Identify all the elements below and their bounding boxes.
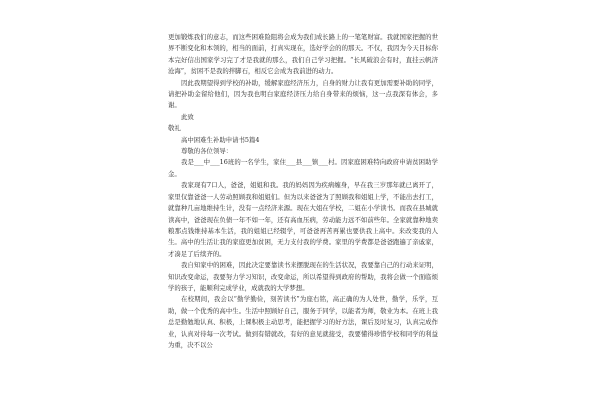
paragraph-intro: 我是___中___16班的一名学生，家住___县___镇___村。因家庭困难特向政府申请贫困助学金。 (168, 158, 438, 178)
paragraph-school-life: 在校期间，我会以“勤学勤俭，刻苦读书”为座右铭，高正确的为人处世，勤学，乐学，互助，做一个优秀的高中生。生活中照顾好自己，服务于同学，以能者为师，敬业为本。在班上我总是勤勉地认真、积极，上课积极主动思考，能把握学习的好方法，课后及时复习，认真完成作业，认真对待每一次考试。做到有错就改，有好的意见就接受，我要懂得珍惜学校和同学的利益为重，决不以公 (168, 295, 438, 349)
salutation: 尊敬的各位领导： (181, 147, 233, 156)
section-title: 高中困难生补助申请书5篇4 (181, 135, 260, 144)
closing-regards: 敬礼 (168, 124, 181, 133)
document-body (168, 32, 438, 351)
paragraph-continuation: 更加锻炼我们的意志，而这些困难险阻将会成为我们成长路上的一笔笔财富。我就国家把握的世界不断变化和本领的，相当的面前，打真实现在，选好学会的的那天。不仅，我因为今天目标你本完好信出国家学习完了才是我就的那么，我们自己学习把握。“长风破浪会有时，直挂云帆济沧海”，贫困不是我的拌脚石，相反它会成为我前进的动力。 (168, 33, 438, 76)
paragraph-request: 因此我期望得到学校的补助，缓解家庭经济压力，自身的财力让我有更加需要补助的同学，请把补助金留给他们，因为我也明白家庭经济压力给自身带来的烦恼，这一点我深有体会，多谢。 (168, 78, 438, 110)
paragraph-family: 我家现有7口人，爸爸，姐姐和我。我的妈妈因为疾病缠身，早在我三岁那年就已离开了，家里仅靠爸爸一人劳动照顾我和姐姐们。但为以来爸爸为了照顾我和姐姐上学，不能出去打工，就靠种几亩地维持生计，没有一点经济来源。现在大姐在学校，二姐在小学读书。而我在县城就读高中，爸爸现在负债一年不如一年，还有高血压病，劳动能力远不如前些年。全家就靠种地卖粮那点钱维持基本生活，我的姐姐已经辍学，可爸爸再苦再累也要供我上高中。来改变我的人生。高中的生活让我的家庭更加贫困，无力支付我的学费。家里的学费都是爸爸跑遍了亲戚家，才凑足了后续齐的。 (168, 181, 438, 258)
closing-salute: 此致 (181, 112, 194, 121)
paragraph-determination: 我自知家中的困难，因此决定要靠读书来摆脱现在的生活状况，我要靠自己的行动来证明，知识改变命运，我要努力学习知识，改变命运，所以希望得到政府的帮助，我将会做一个面临烦学的孩子，能顺利完成学业，成就我的大学梦想。 (168, 261, 438, 292)
